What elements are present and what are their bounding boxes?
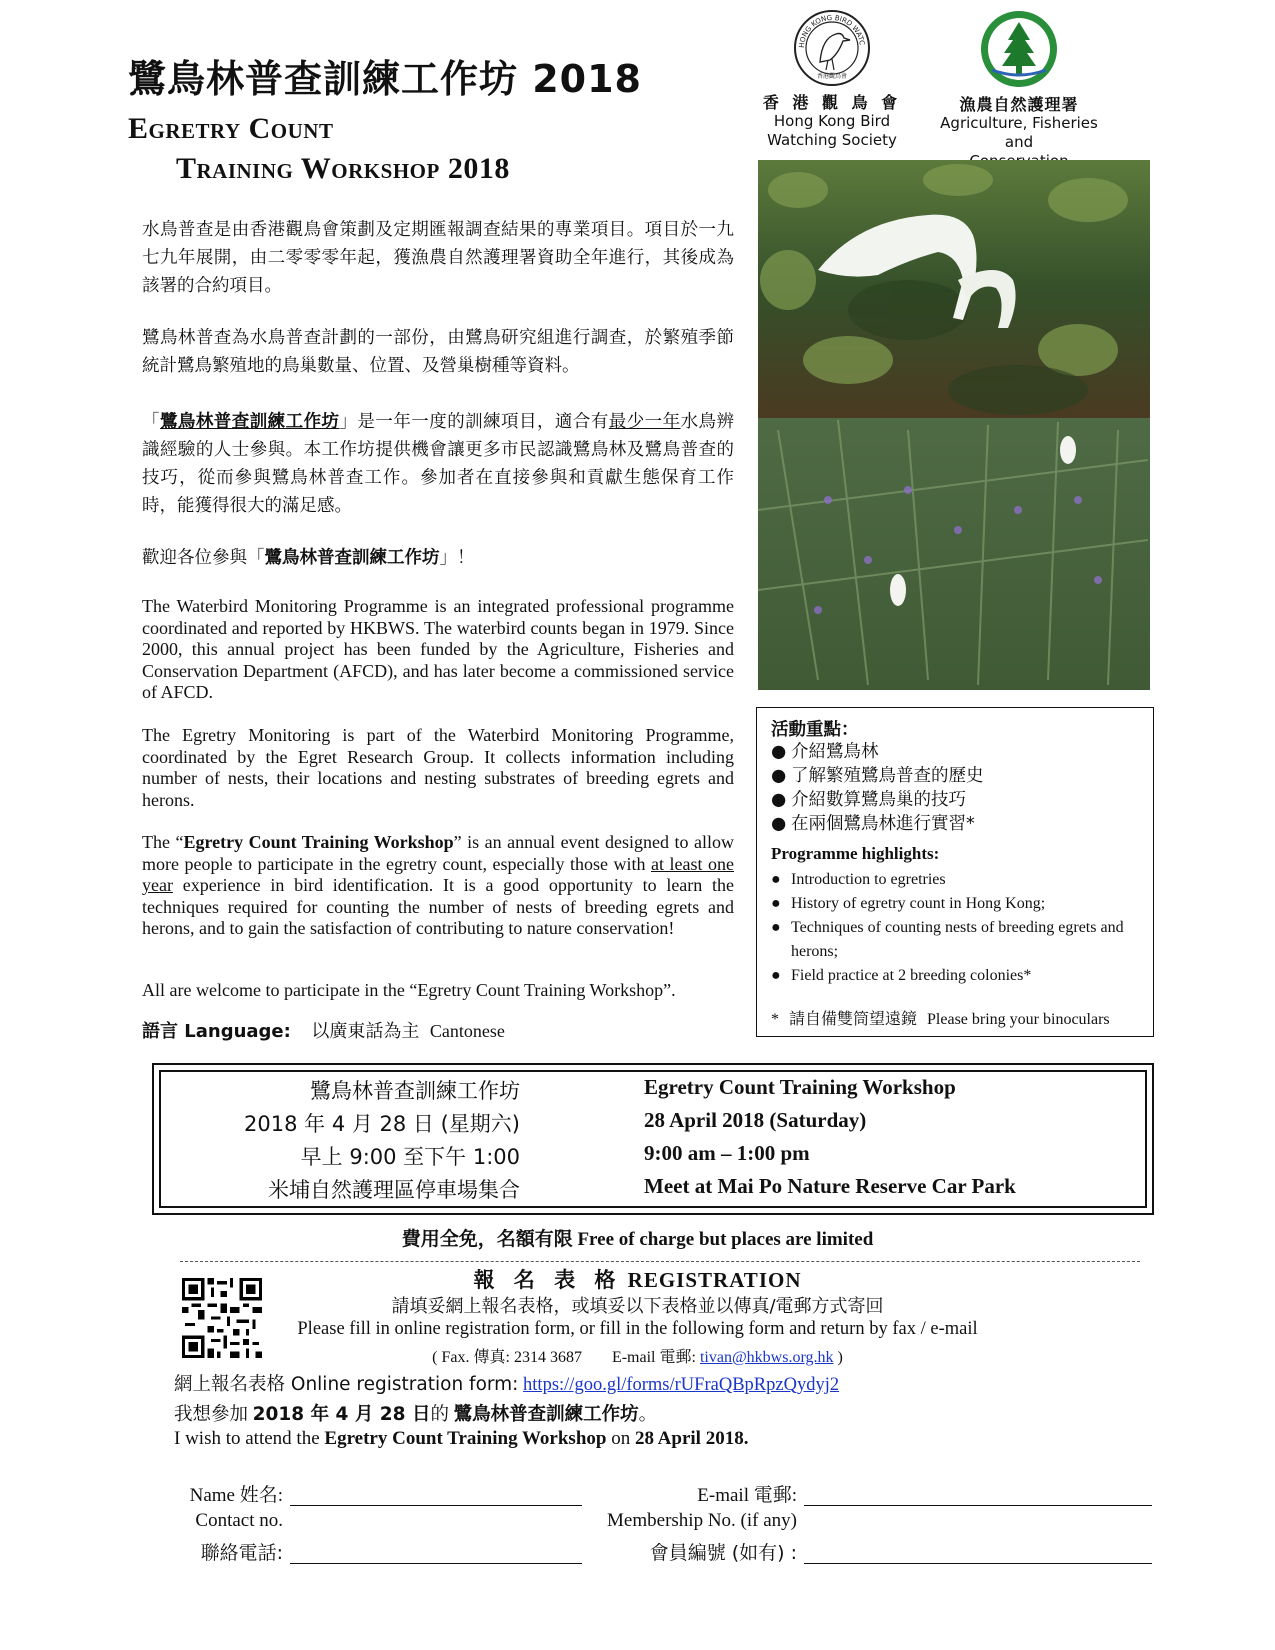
event-venue-en: Meet at Mai Po Nature Reserve Car Park bbox=[644, 1174, 1016, 1198]
registration-instruction-en: Please fill in online registration form, or fill in the following form and return by fax / e-mail bbox=[297, 1319, 978, 1339]
registration-title bbox=[0, 1264, 1275, 1294]
registration-instruction-zh: 請填妥網上報名表格，或填妥以下表格並以傳真/電郵方式寄回 bbox=[391, 1296, 884, 1317]
email-field[interactable] bbox=[804, 1505, 1152, 1506]
email-link[interactable]: tivan@hkbws.org.hk bbox=[699, 1349, 834, 1366]
intro-zh-p3-workshop: 鷺鳥林普查訓練工作坊 bbox=[159, 412, 340, 432]
intro-en-p3-workshop: Egretry Count Training Workshop bbox=[183, 832, 454, 852]
event-venue-zh: 米埔自然護理區停車場集合 bbox=[268, 1178, 520, 1202]
hkbws-name-en-2: Watching Society bbox=[767, 131, 897, 149]
hkbws-name-zh: 香 港 觀 鳥 會 bbox=[762, 93, 902, 112]
intro-zh-welcome bbox=[142, 544, 734, 572]
event-name-en: Egretry Count Training Workshop bbox=[644, 1075, 956, 1099]
egret-photo bbox=[758, 160, 1150, 690]
attend-en-date: 28 April 2018. bbox=[634, 1428, 749, 1449]
highlights-list-en bbox=[771, 868, 1141, 988]
page-title-en-line1: Egretry Count bbox=[128, 112, 334, 145]
language-value-en: Cantonese bbox=[429, 1021, 505, 1041]
page-title-en-line2: Training Workshop 2018 bbox=[176, 152, 510, 185]
highlight-zh-item: ● 介紹數算鷺鳥巢的技巧 bbox=[771, 790, 966, 810]
highlight-en-item: ● Field practice at 2 breeding colonies* bbox=[771, 967, 1032, 984]
membership-field-label-en: Membership No. (if any) bbox=[607, 1510, 797, 1531]
binoculars-note-zh: 請自備雙筒望遠鏡 bbox=[789, 1009, 918, 1028]
registration-title-en: REGISTRATION bbox=[627, 1268, 802, 1292]
contact-line bbox=[0, 1344, 1275, 1367]
intro-en-p3 bbox=[142, 832, 734, 940]
attend-zh-end: 。 bbox=[638, 1404, 658, 1425]
event-name-zh: 鷺鳥林普查訓練工作坊 bbox=[310, 1079, 520, 1103]
online-form-link[interactable]: https://goo.gl/forms/rUFraQBpRpzQydyj2 bbox=[523, 1375, 840, 1395]
hkbws-name-en-1: Hong Kong Bird bbox=[773, 112, 891, 130]
hkbws-logo-block bbox=[762, 8, 902, 150]
highlight-zh-item: ● 介紹鷺鳥林 bbox=[771, 742, 879, 762]
afcd-name-en-1: Agriculture, Fisheries and bbox=[940, 114, 1098, 151]
intro-en-p3-mid: ” is an annual event designed to allow more people to participate in the egretry count, especially those with bbox=[142, 832, 734, 874]
attend-en-mid: on bbox=[606, 1428, 635, 1449]
online-form-label: 網上報名表格 Online registration form: bbox=[174, 1374, 519, 1395]
attend-zh-pre: 我想參加 bbox=[174, 1404, 249, 1425]
fax-number: Fax. 傳真: 2314 3687 bbox=[441, 1349, 582, 1366]
hkbws-logo bbox=[792, 8, 872, 88]
contact-field[interactable] bbox=[290, 1563, 582, 1564]
highlight-en-item: ● History of egretry count in Hong Kong; bbox=[771, 895, 1046, 912]
intro-zh-p3-open: 「 bbox=[142, 412, 160, 432]
fee-zh: 費用全免，名額有限 bbox=[401, 1228, 573, 1250]
afcd-name-zh: 漁農自然護理署 bbox=[959, 95, 1079, 114]
contact-open-paren: ( bbox=[432, 1349, 438, 1366]
fee-en: Free of charge but places are limited bbox=[577, 1229, 874, 1250]
intro-zh-p3-mid: 」是一年一度的訓練項目，適合有 bbox=[339, 412, 609, 432]
intro-en-p1: The Waterbird Monitoring Programme is an integrated professional programme coordinated and reported by HKBWS. The waterbird counts began in 1979. Since 2000, this annual project has been funded by the Agriculture, Fisheries and Conservation Department (AFCD), and has later become a commissioned service of AFCD. bbox=[142, 596, 734, 702]
membership-field[interactable] bbox=[804, 1563, 1152, 1564]
cut-line bbox=[180, 1261, 1140, 1262]
attend-zh-mid: 的 bbox=[430, 1404, 449, 1425]
highlights-title-zh: 活動重點： bbox=[771, 720, 859, 740]
event-time-zh: 早上 9:00 至下午 1:00 bbox=[300, 1145, 520, 1169]
intro-zh-welcome-bold: 鷺鳥林普查訓練工作坊 bbox=[264, 548, 440, 568]
highlights-box bbox=[756, 707, 1154, 1037]
highlight-en-item: ● Introduction to egretries bbox=[771, 871, 946, 888]
binoculars-note-star: * bbox=[771, 1011, 779, 1028]
intro-zh-p3 bbox=[142, 408, 734, 520]
fee-line bbox=[0, 1224, 1275, 1251]
registration-title-zh: 報 名 表 格 bbox=[473, 1268, 622, 1292]
intro-zh-welcome-pre: 歡迎各位參與「 bbox=[142, 548, 265, 568]
language-label: 語言 Language: bbox=[142, 1021, 291, 1042]
language-row bbox=[142, 1017, 505, 1043]
intro-en-p4: All are welcome to participate in the “Egretry Count Training Workshop”. bbox=[142, 980, 676, 1000]
highlight-en-item: ● Techniques of counting nests of breeding egrets and herons; bbox=[771, 919, 1124, 960]
name-field[interactable] bbox=[290, 1505, 582, 1506]
intro-zh-p1: 水鳥普查是由香港觀鳥會策劃及定期匯報調查結果的專業項目。項目於一九七九年展開，由二零零零年起，獲漁農自然護理署資助全年進行，其後成為該署的合約項目。 bbox=[142, 220, 734, 296]
intro-zh-p2: 鷺鳥林普查為水鳥普查計劃的一部份，由鷺鳥研究組進行調查，於繁殖季節統計鷺鳥繁殖地的鳥巢數量、位置、及營巢樹種等資料。 bbox=[142, 328, 734, 376]
contact-field-label-zh: 聯絡電話: bbox=[200, 1542, 283, 1564]
name-field-label: Name 姓名: bbox=[189, 1485, 283, 1506]
contact-close-paren: ) bbox=[837, 1349, 843, 1366]
intro-zh-p3-min-one-year: 最少一年 bbox=[608, 412, 681, 432]
page-title-zh: 鷺鳥林普查訓練工作坊 2018 bbox=[128, 57, 642, 101]
event-time-en: 9:00 am – 1:00 pm bbox=[644, 1141, 810, 1165]
highlight-zh-item: ● 在兩個鷺鳥林進行實習* bbox=[771, 814, 975, 834]
intro-zh-p3-end: 水鳥辨識經驗的人士參與。本工作坊提供機會讓更多市民認識鷺鳥林及鷺鳥普查的技巧，從而參與鷺鳥林普查工作。參加者在直接參與和貢獻生態保育工作時，能獲得很大的滿足感。 bbox=[142, 412, 734, 516]
attend-en-row bbox=[174, 1428, 748, 1450]
intro-en-p3-one-year: at least one year bbox=[142, 853, 734, 895]
highlights-list-zh bbox=[771, 740, 984, 836]
online-form-row bbox=[174, 1370, 839, 1396]
email-label: E-mail 電郵: bbox=[611, 1349, 696, 1366]
highlight-zh-item: ● 了解繁殖鷺鳥普查的歷史 bbox=[771, 766, 984, 786]
intro-en-p3-pre: The “ bbox=[142, 832, 184, 852]
membership-field-label-zh: 會員編號 (如有) : bbox=[649, 1542, 797, 1564]
attend-zh-row bbox=[174, 1400, 657, 1426]
event-date-en: 28 April 2018 (Saturday) bbox=[644, 1108, 867, 1132]
attend-en-pre: I wish to attend the bbox=[174, 1428, 325, 1449]
event-details-box bbox=[152, 1063, 1154, 1215]
attend-en-workshop: Egretry Count Training Workshop bbox=[324, 1428, 607, 1449]
binoculars-note-en: Please bring your binoculars bbox=[927, 1011, 1110, 1028]
attend-zh-workshop: 鷺鳥林普查訓練工作坊 bbox=[453, 1404, 639, 1425]
attend-zh-date: 2018 年 4 月 28 日 bbox=[252, 1404, 431, 1425]
email-field-label: E-mail 電郵: bbox=[697, 1485, 797, 1506]
event-date-zh: 2018 年 4 月 28 日 (星期六) bbox=[244, 1112, 520, 1136]
hkbws-logo-inner-text: 香港觀鳥會 bbox=[816, 73, 848, 80]
intro-en-p3-end: experience in bird identification. It is a good opportunity to learn the techniques required for counting the number of nests of breeding egrets and herons, and to gain the satisfaction of contributing to nature conservation! bbox=[142, 875, 734, 938]
contact-field-label-en: Contact no. bbox=[195, 1510, 283, 1531]
highlights-title-en: Programme highlights: bbox=[771, 844, 940, 863]
hkbws-logo-ring-text: HONG KONG BIRD WATC bbox=[797, 13, 866, 49]
afcd-logo bbox=[978, 8, 1060, 90]
intro-zh-welcome-post: 」！ bbox=[439, 548, 475, 568]
intro-en-p2: The Egretry Monitoring is part of the Waterbird Monitoring Programme, coordinated by the Egret Research Group. It collects information including number of nests, their locations and nesting substrates of breeding egrets and herons. bbox=[142, 725, 734, 810]
language-value-zh: 以廣東話為主 bbox=[311, 1021, 420, 1042]
binoculars-note bbox=[771, 1006, 1110, 1029]
